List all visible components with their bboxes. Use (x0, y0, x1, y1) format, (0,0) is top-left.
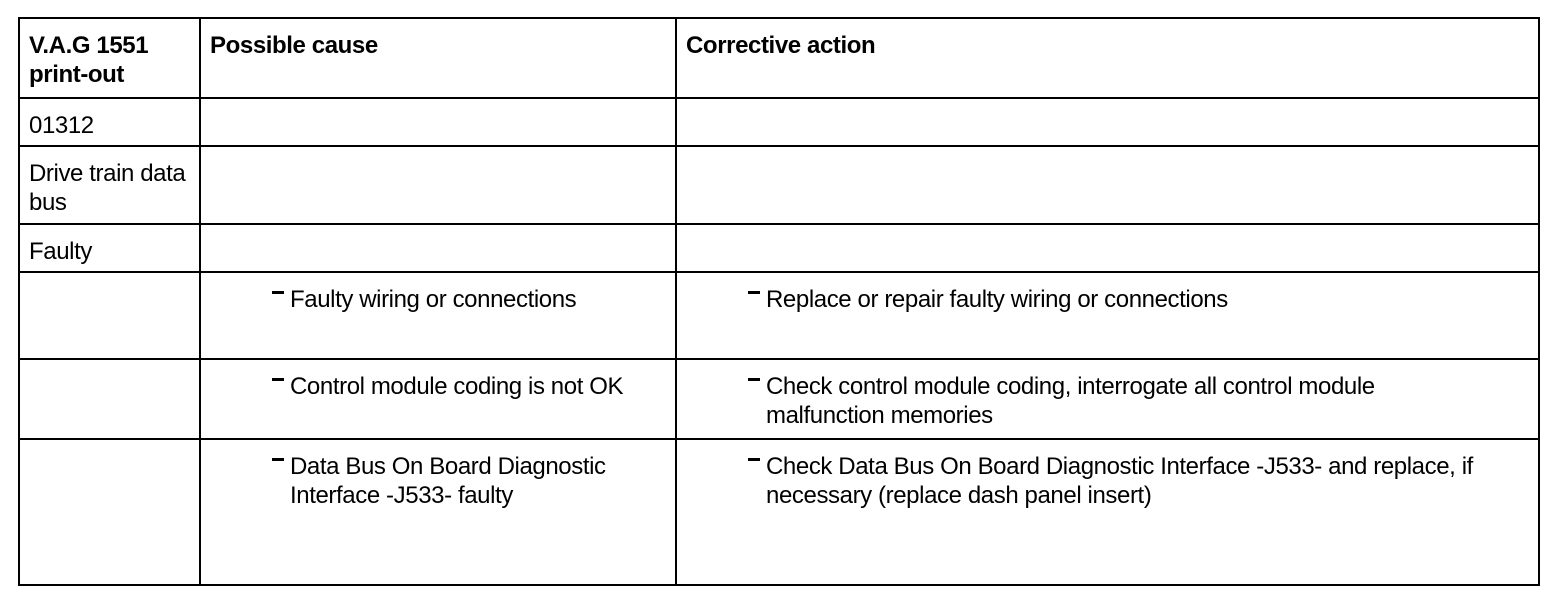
empty-cell (19, 359, 200, 439)
fault-status: Faulty (29, 238, 92, 265)
cause-cell (200, 439, 676, 585)
cause-cell (200, 272, 676, 359)
fault-status-cell (19, 224, 200, 272)
list-item (677, 360, 1538, 430)
cause-text: Control module coding is not OK (290, 373, 624, 400)
fault-description-row (19, 146, 1539, 224)
list-item (201, 440, 675, 510)
empty-cell (676, 146, 1539, 224)
list-item (677, 440, 1538, 510)
dash-bullet-icon (272, 458, 284, 461)
fault-status-row (19, 224, 1539, 272)
table-row (19, 272, 1539, 359)
fault-code-cell (19, 98, 200, 146)
action-text: Replace or repair faulty wiring or connections (766, 286, 1228, 313)
fault-code-row (19, 98, 1539, 146)
empty-cell (19, 272, 200, 359)
dash-bullet-icon (272, 291, 284, 294)
cause-cell (200, 359, 676, 439)
list-item (677, 273, 1538, 314)
cause-text: Data Bus On Board Diagnostic Interface -J533- faulty (290, 453, 606, 509)
empty-cell (19, 439, 200, 585)
empty-cell (676, 98, 1539, 146)
dash-bullet-icon (272, 378, 284, 381)
table-row (19, 359, 1539, 439)
action-text: Check Data Bus On Board Diagnostic Interface -J533- and replace, if necessary (replace dash panel insert) (766, 453, 1473, 509)
dash-bullet-icon (748, 458, 760, 461)
list-item (201, 273, 675, 314)
cause-text: Faulty wiring or connections (290, 286, 577, 313)
table-header-row (19, 18, 1539, 98)
fault-diagnosis-table (18, 17, 1540, 586)
empty-cell (676, 224, 1539, 272)
fault-code: 01312 (29, 112, 94, 139)
fault-description: Drive train data bus (29, 160, 186, 216)
list-item (201, 360, 675, 401)
header-possible-cause: Possible cause (200, 18, 676, 98)
dash-bullet-icon (748, 378, 760, 381)
header-printout: V.A.G 1551 print-out (19, 18, 200, 98)
fault-description-cell (19, 146, 200, 224)
action-cell (676, 439, 1539, 585)
table-row (19, 439, 1539, 585)
action-cell (676, 359, 1539, 439)
empty-cell (200, 146, 676, 224)
action-text: Check control module coding, interrogate all control module malfunction memories (766, 373, 1375, 429)
empty-cell (200, 224, 676, 272)
dash-bullet-icon (748, 291, 760, 294)
action-cell (676, 272, 1539, 359)
header-corrective-action: Corrective action (676, 18, 1539, 98)
empty-cell (200, 98, 676, 146)
